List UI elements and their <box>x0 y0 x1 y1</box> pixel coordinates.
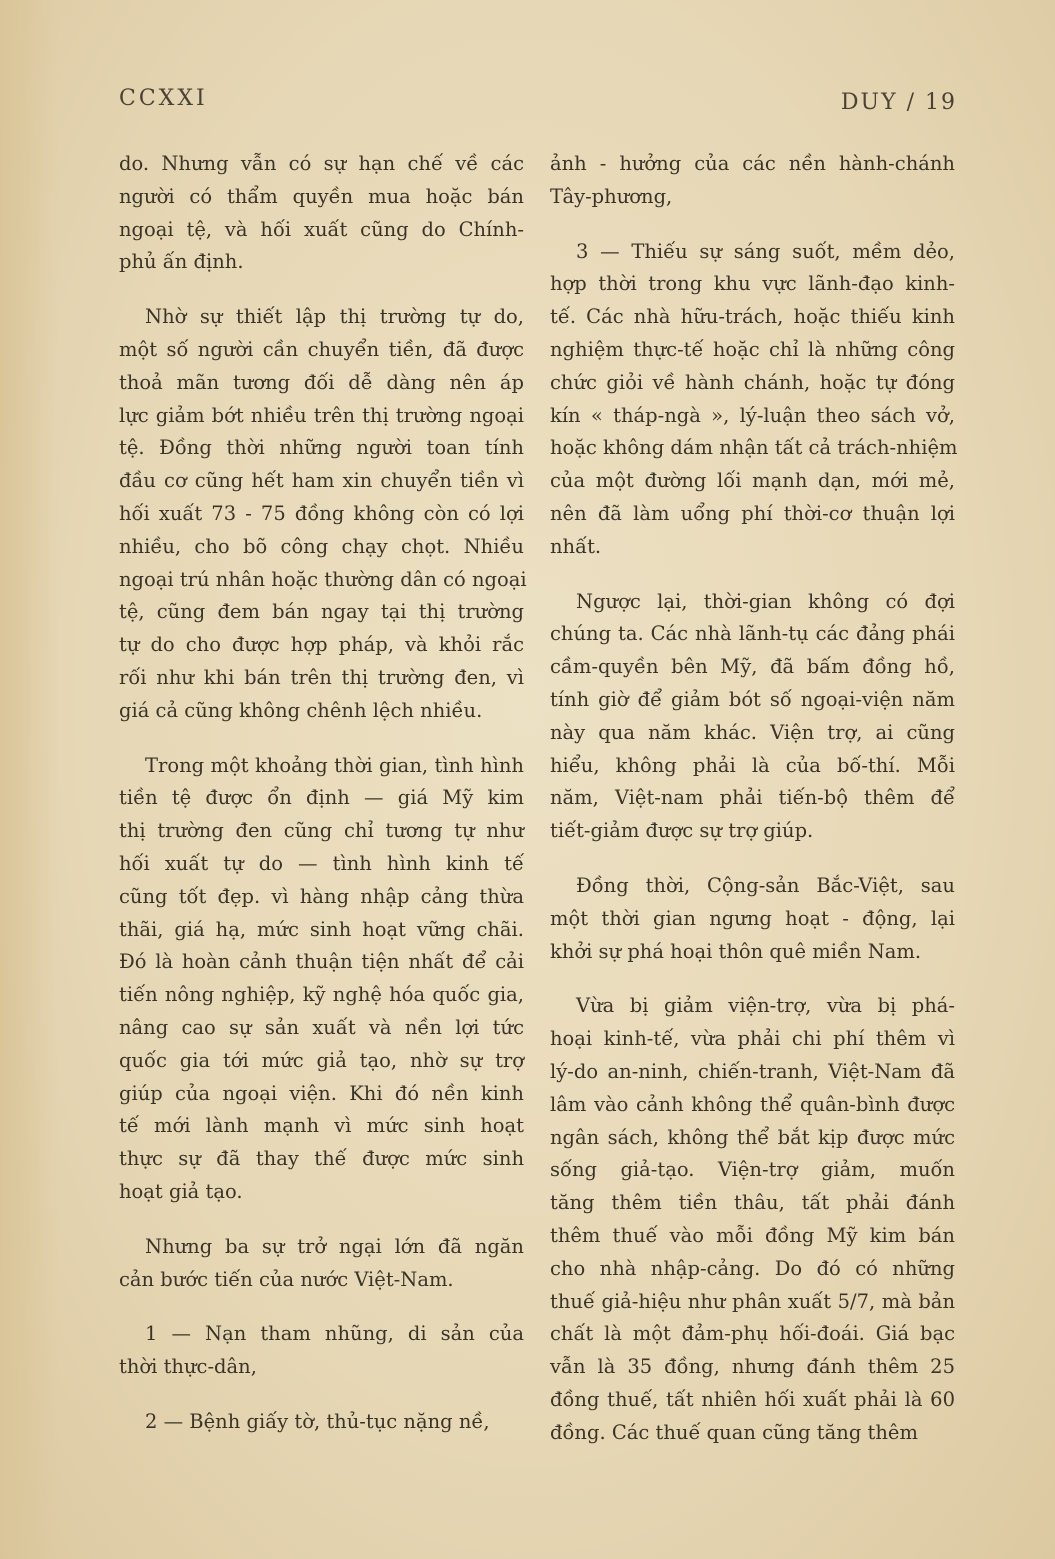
text-line: thuế giả-hiệu như phân xuất 5/7, mà bản <box>550 1289 955 1313</box>
text-line: nhất. <box>550 534 602 558</box>
paragraph <box>119 1318 524 1384</box>
paragraph <box>550 990 955 1449</box>
text-line: hoại kinh-tế, vừa phải chi phí thêm vì <box>550 1027 955 1051</box>
left-column <box>119 148 527 1439</box>
text-line: ngoại trú nhân hoặc thường dân có ngoại <box>119 567 527 591</box>
text-line: Đồng thời, Cộng-sản Bắc-Việt, sau <box>576 873 955 897</box>
text-line: rối như khi bán trên thị trường đen, vì <box>119 665 524 689</box>
right-column <box>550 148 958 1449</box>
text-line: tiến nông nghiệp, kỹ nghệ hóa quốc gia, <box>119 983 524 1007</box>
text-line: chất là một đảm-phụ hối-đoái. Giá bạc <box>550 1322 955 1346</box>
paragraph <box>119 148 524 279</box>
text-line: hối xuất 73 - 75 đồng không còn có lợi <box>119 501 524 525</box>
text-line: nên đã làm uổng phí thời-cơ thuận lợi <box>550 501 955 525</box>
text-line: thoả mãn tương đối dễ dàng nên áp <box>119 370 524 394</box>
page-edge-shadow <box>0 0 58 1559</box>
text-line: ngoại tệ, và hối xuất cũng do Chính- <box>119 217 524 241</box>
text-line: hối xuất tự do — tình hình kinh tế <box>119 851 524 875</box>
text-line: nghiệm thực-tế hoặc chỉ là những công <box>550 337 955 361</box>
text-line: thãi, giá hạ, mức sinh hoạt vững chãi. <box>119 917 524 941</box>
text-line: thực sự đã thay thế được mức sinh <box>119 1147 524 1171</box>
text-line: tế. Các nhà hữu-trách, hoặc thiếu kinh <box>550 305 955 329</box>
paragraph-gap <box>119 279 524 301</box>
text-line: cầm-quyền bên Mỹ, đã bấm đồng hồ, <box>550 655 955 679</box>
text-line: tính giờ để giảm bót số ngoại-viện năm <box>550 687 955 711</box>
text-line: thị trường đen cũng chỉ tương tự như <box>119 819 524 843</box>
text-line: tự do cho được hợp pháp, và khỏi rắc <box>119 633 524 657</box>
text-line: tiền tệ được ổn định — giá Mỹ kim <box>119 786 524 810</box>
text-line: đồng. Các thuế quan cũng tăng thêm <box>550 1420 918 1444</box>
text-line: năm, Việt-nam phải tiến-bộ thêm để <box>550 786 955 810</box>
text-line: phủ ấn định. <box>119 250 244 274</box>
text-line: tệ, cũng đem bán ngay tại thị trường <box>119 600 524 624</box>
text-line: đồng thuế, tất nhiên hối xuất phải là 60 <box>550 1387 955 1411</box>
paragraph <box>550 586 955 848</box>
paragraph-gap <box>119 1209 524 1231</box>
text-line: nhiều, cho bõ công chạy chọt. Nhiều <box>119 534 524 558</box>
text-line: Ngược lại, thời-gian không có đợi <box>576 589 955 613</box>
text-line: Tây-phương, <box>550 184 673 208</box>
text-line: người có thẩm quyền mua hoặc bán <box>119 184 524 208</box>
text-line: cản bước tiến của nước Việt-Nam. <box>119 1267 454 1291</box>
paragraph-gap <box>550 564 955 586</box>
text-line: tế mới lành mạnh vì mức sinh hoạt <box>119 1114 524 1138</box>
text-line: kín « tháp-ngà », lý-luận theo sách vở, <box>550 403 955 427</box>
paragraph <box>550 870 955 968</box>
text-line: giá cả cũng không chênh lệch nhiều. <box>119 698 483 722</box>
paragraph-gap <box>119 728 524 750</box>
text-line: một số người cần chuyển tiền, đã được <box>119 337 524 361</box>
paragraph-gap <box>550 968 955 990</box>
paragraph <box>119 1406 524 1439</box>
text-line: của một đường lối mạnh dạn, mới mẻ, <box>550 469 955 493</box>
text-line: chúng ta. Các nhà lãnh-tụ các đảng phái <box>550 622 955 646</box>
text-line: này qua năm khác. Viện trợ, ai cũng <box>550 720 955 744</box>
paragraph <box>119 750 524 1209</box>
text-line: do. Nhưng vẫn có sự hạn chế về các <box>119 152 524 175</box>
text-line: hiểu, không phải là của bố-thí. Mỗi <box>550 753 955 777</box>
page-header-right: DUY / 19 <box>840 90 957 115</box>
text-line: tệ. Đồng thời những người toan tính <box>119 436 524 460</box>
text-line: hoặc không dám nhận tất cả trách-nhiệm <box>550 436 958 460</box>
page-header-left: CCXXI <box>119 86 208 111</box>
text-line: 3 — Thiếu sự sáng suốt, mềm dẻo, <box>576 239 955 263</box>
paragraph-gap <box>119 1384 524 1406</box>
text-line: lâm vào cảnh không thể quân-bình được <box>550 1092 955 1116</box>
text-line: Nhờ sự thiết lập thị trường tự do, <box>145 305 524 329</box>
text-line: cho nhà nhập-cảng. Do đó có những <box>550 1256 955 1280</box>
text-line: tiết-giảm được sự trợ giúp. <box>550 819 814 843</box>
text-line: một thời gian ngưng hoạt - động, lại <box>550 906 955 930</box>
text-line: Nhưng ba sự trở ngại lớn đã ngăn <box>145 1234 524 1258</box>
text-line: thêm thuế vào mỗi đồng Mỹ kim bán <box>550 1223 955 1247</box>
text-line: chức giỏi về hành chánh, hoặc tự đóng <box>550 370 955 394</box>
text-line: vẫn là 35 đồng, nhưng đánh thêm 25 <box>550 1355 955 1379</box>
text-line: Vừa bị giảm viện-trợ, vừa bị phá- <box>576 994 955 1018</box>
text-line: tăng thêm tiền thâu, tất phải đánh <box>550 1191 955 1215</box>
text-line: nâng cao sự sản xuất và nền lợi tức <box>119 1015 524 1039</box>
text-line: đầu cơ cũng hết ham xin chuyển tiền vì <box>119 469 524 493</box>
text-line: hợp thời trong khu vực lãnh-đạo kinh- <box>550 272 955 296</box>
paragraph-gap <box>550 214 955 236</box>
text-line: cũng tốt đẹp. vì hàng nhập cảng thừa <box>119 884 524 908</box>
text-line: Trong một khoảng thời gian, tình hình <box>145 753 524 777</box>
text-line: hoạt giả tạo. <box>119 1179 243 1203</box>
text-line: ảnh - hưởng của các nền hành-chánh <box>550 152 955 175</box>
text-line: 1 — Nạn tham nhũng, di sản của <box>145 1322 524 1346</box>
paragraph-gap <box>550 848 955 870</box>
text-line: lực giảm bớt nhiều trên thị trường ngoại <box>119 403 524 427</box>
text-line: sống giả-tạo. Viện-trợ giảm, muốn <box>550 1158 955 1182</box>
paragraph <box>119 1231 524 1297</box>
paragraph-gap <box>119 1296 524 1318</box>
text-line: Đó là hoàn cảnh thuận tiện nhất để cải <box>119 950 524 974</box>
paragraph <box>550 236 958 564</box>
paragraph <box>550 148 955 214</box>
text-line: quốc gia tới mức giả tạo, nhờ sự trợ <box>119 1048 524 1072</box>
text-line: giúp của ngoại viện. Khi đó nền kinh <box>119 1081 524 1105</box>
text-line: 2 — Bệnh giấy tờ, thủ-tục nặng nề, <box>145 1409 490 1433</box>
text-line: khởi sự phá hoại thôn quê miền Nam. <box>550 939 922 963</box>
paragraph <box>119 301 527 727</box>
text-line: thời thực-dân, <box>119 1355 257 1379</box>
text-line: ngân sách, không thể bắt kịp được mức <box>550 1125 955 1149</box>
text-line: lý-do an-ninh, chiến-tranh, Việt-Nam đã <box>550 1059 955 1083</box>
